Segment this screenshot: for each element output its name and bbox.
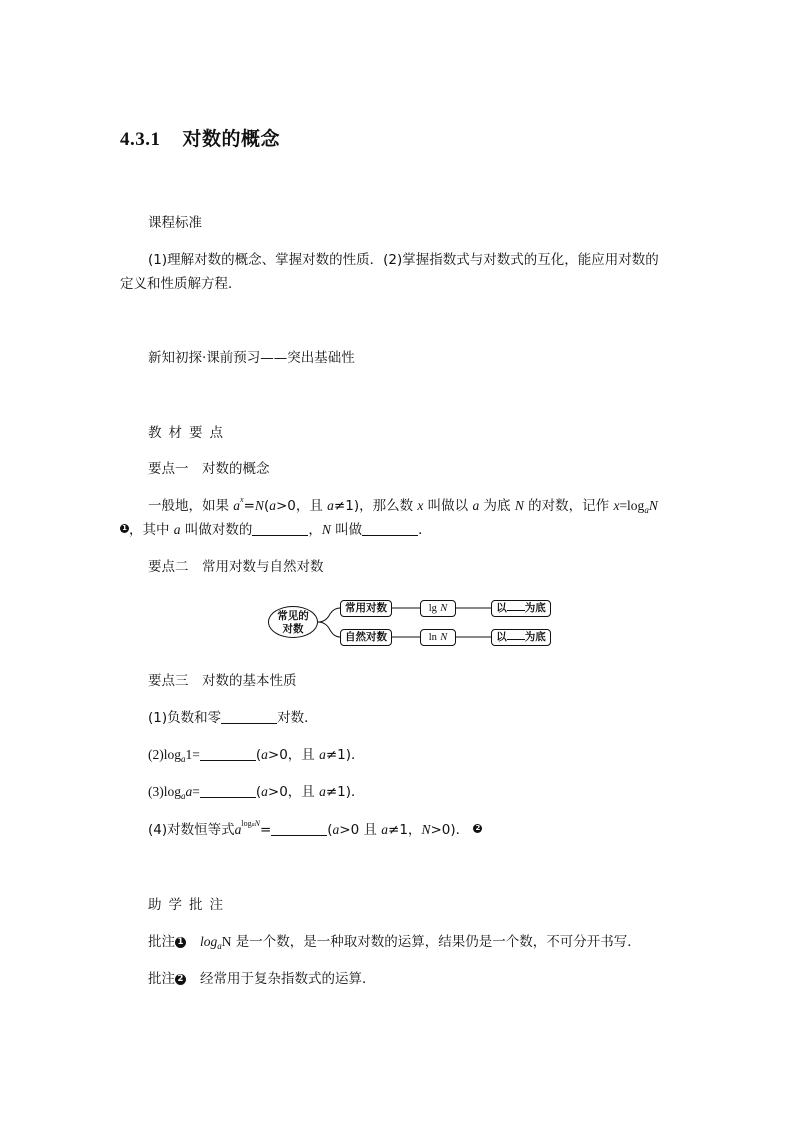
natural-log-box: 自然对数 [340,629,392,646]
var-N: N [421,822,431,837]
text: (4)对数恒等式 [148,822,235,838]
fill-blank-base10[interactable] [507,601,525,611]
course-standard-line1: (1)理解对数的概念、掌握对数的性质．(2)掌握指数式与对数式的互化，能应用对数的 [148,252,659,268]
var-a: a [234,822,242,837]
text: >0，且 [267,784,320,800]
point1-heading: 要点一 对数的概念 [148,461,270,477]
text: 对数． [277,710,318,726]
text: 以 [496,631,507,643]
var-N: N [221,934,232,949]
text: 叫做对数的 [180,522,253,538]
var-a: a [319,784,326,799]
log-base: a [251,822,255,828]
var-a: a [472,498,480,513]
var-a: a [173,522,181,537]
natural-log-base-box [491,629,551,646]
text: = [259,822,272,838]
property-1 [148,708,318,728]
var-N: N [254,819,260,828]
lg-box [420,600,456,617]
point3-heading: 要点三 对数的基本性质 [148,673,297,689]
note-label: 批注 [148,971,175,987]
annotation-marker-1[interactable]: 1 [120,524,129,533]
textbook-points-heading: 教材要点 [148,425,230,441]
notes-heading: 助学批注 [148,897,230,913]
var-a: a [332,822,340,837]
text: 为底 [524,631,546,643]
fill-blank-property2[interactable] [200,746,256,761]
var-a: a [233,498,241,513]
text: ( [255,784,262,800]
fill-blank-property4[interactable] [271,821,327,836]
var-a: a [269,498,276,513]
text: >0 且 [339,822,382,838]
note-text: 是一个数，是一种取对数的运算，结果仍是一个数，不可分开书写． [231,934,641,950]
text: ≠1)． [325,784,365,800]
var-a: a [327,498,334,513]
var-a: a [185,784,193,799]
section-number: 4.3.1 [120,129,161,150]
text: = [192,784,200,799]
text: ，其中 [129,522,174,538]
var-x-exponent: x [240,495,244,504]
note-badge-2: 2 [175,974,186,985]
annotation-marker-2[interactable]: 2 [473,824,482,833]
log-base: a [644,505,649,515]
text: ， [308,522,322,538]
var-N: N [440,632,448,643]
var-N: N [321,522,331,537]
text: ≠1， [388,822,422,838]
var-a: a [261,747,268,762]
var-a: a [261,784,268,799]
var-N: N [440,603,448,614]
text: (3)log [148,784,181,799]
logarithm-types-diagram [268,598,553,650]
text: ( [255,747,262,763]
text: (2)log [148,747,181,762]
var-N: N [254,498,264,513]
text: log [241,819,252,828]
property-2 [148,745,365,765]
section-banner: 新知初探·课前预习——突出基础性 [148,350,355,366]
text: ( [263,498,270,514]
course-standard-line2: 定义和性质解方程． [120,276,242,292]
fill-blank-base-e[interactable] [507,630,525,640]
text: (1)负数和零 [148,710,222,726]
var-N: N [514,498,524,513]
note-2 [148,969,376,989]
text: 叫做 [330,522,363,538]
note-label: 批注 [148,934,175,950]
page-title [120,124,280,151]
course-standard-heading: 课程标准 [148,215,202,231]
var-x: x [417,498,424,513]
node-label-line1: 常见的 [277,610,309,622]
common-logs-node [268,606,318,638]
text: ． [418,522,432,538]
ln-box [420,629,456,646]
point2-heading: 要点二 常用对数与自然对数 [148,559,324,575]
text: 叫做以 [423,498,473,514]
var-a: a [319,747,326,762]
var-N: N [648,498,658,513]
text: 的对数，记作 [523,498,614,514]
text: ≠1)，那么数 [333,498,418,514]
text: >0)． [430,822,470,838]
common-log-box: 常用对数 [340,600,392,617]
lg-text: lg [428,603,437,614]
text: 一般地，如果 [148,498,234,514]
node-label-line2: 对数 [282,623,304,635]
property-3 [148,782,365,802]
note-1 [148,932,641,952]
ln-text: ln [428,632,437,643]
var-a: a [381,822,389,837]
fill-blank-property1[interactable] [221,709,277,724]
text: ≠1)． [325,747,365,763]
fill-blank-argument[interactable] [362,521,418,536]
var-x: x [613,498,620,513]
log-base: a [181,791,186,801]
section-title: 对数的概念 [182,128,281,150]
log-text: =log [619,498,645,513]
log-base: a [217,941,222,951]
fill-blank-property3[interactable] [200,783,256,798]
text: ( [327,822,333,838]
text: 以 [496,602,507,614]
note-badge-1: 1 [175,937,186,948]
common-log-base-box [491,600,551,617]
text: 为底 [479,498,515,514]
text: 为底 [524,602,546,614]
text: = [243,498,255,514]
property-4 [148,820,482,840]
fill-blank-base[interactable] [252,521,308,536]
log-base: a [181,754,186,764]
text: 1= [185,747,200,762]
text: >0，且 [267,747,320,763]
log-text: log [200,934,218,949]
point1-definition-line2 [120,520,432,540]
text: >0，且 [275,498,328,514]
note-text: 经常用于复杂指数式的运算． [200,971,376,987]
point1-definition-line1 [148,496,658,516]
identity-exponent [241,819,260,828]
